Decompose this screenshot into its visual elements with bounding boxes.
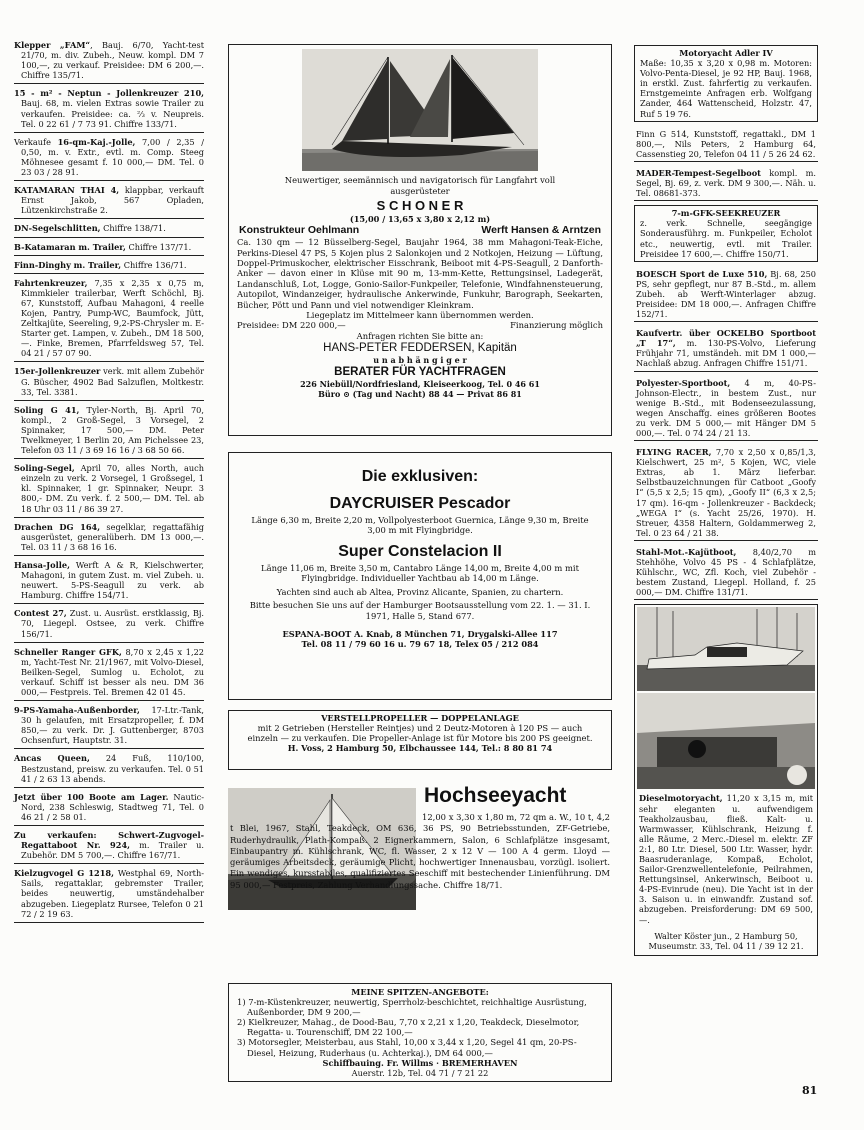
espana-model-constelacion-text: Länge 11,06 m, Breite 3,50 m, Cantabro Länge 14,00 m, Breite 4,00 m mit Flyingbridge. Individueller Yachtbau ab 14,00 m Länge.: [261, 563, 579, 584]
schoner-office: Büro ⊙ (Tag und Nacht) 88 44 — Privat 86 81: [318, 389, 522, 400]
spitzen-item-3: 3) Motorsegler, Meisterbau, aus Stahl, 10,00 x 3,44 x 1,20, Segel 41 qm, 20-PS-Diesel, Heizung, Ruderhaus (u. Achterkaj.), DM 64 000,—: [237, 1037, 577, 1058]
classified-ad: [14, 185, 204, 219]
flying-racer-ad: [634, 445, 818, 541]
classified-text: 17-Ltr.-Tank, 30 h gelaufen, mit Ersatzpropeller, f. DM 850,— zu verk. Dr. J. Guttenberger, 8703 Ochsenfurt, Hauptstr. 31.: [21, 705, 204, 746]
classified-title: Zu verkaufen: Schwert-Zugvogel-Regattaboot Nr. 924,: [14, 830, 204, 851]
classified-ad: [14, 242, 204, 256]
classified-title: Soling G 41,: [14, 404, 80, 415]
schoner-independent: u n a b h ä n g i g e r: [373, 355, 467, 366]
schoner-ad: [228, 44, 612, 436]
propeller-contact: H. Voss, 2 Hamburg 50, Elbchaussee 144, Tel.: 8 80 81 74: [287, 743, 553, 754]
classified-text: Chiffre 136/71.: [121, 259, 187, 270]
propeller-ad: [228, 710, 612, 770]
classified-ad: [14, 705, 204, 749]
spitzen-contact: Schiffbauing. Fr. Willms · BREMERHAVEN: [322, 1057, 518, 1068]
classified-title: DN-Segelschlitten,: [14, 223, 101, 234]
classified-ad: [14, 608, 204, 642]
classified-title: Schneller Ranger GFK,: [14, 646, 122, 657]
classified-ad: [14, 88, 204, 132]
espana-telephone: Tel. 08 11 / 79 60 16 u. 79 67 18, Telex 05 / 212 084: [301, 638, 539, 649]
ockelbo-text: m. 130-PS-Volvo, Lieferung Frühjahr 71, umständeh. mit DM 1 000,— Nachlaß abzug. Anfragen Chiffre 151/71.: [636, 338, 816, 369]
classified-title: 15 - m² - Neptun - Jollenkreuzer 210,: [14, 88, 204, 99]
classified-ad: [14, 405, 204, 459]
schoner-yard: Werft Hansen & Arntzen: [481, 224, 601, 237]
classified-text: Werft A & R, Kielschwerter, Mahagoni, in gutem Zust. m. viel Zubeh. u. neuwert. 5-PS-Seagull zu verk. ab Hamburg. Chiffre 154/71.: [21, 559, 204, 601]
schooner-photo: [302, 49, 538, 171]
classified-prefix: Verkaufe: [14, 136, 58, 147]
ockelbo-name: Kaufvertr. über OCKELBO Sportboot „T 17“,: [636, 328, 816, 349]
boesch-text: Bj. 68, 250 PS, sehr gepflegt, nur 87 B.-Std., m. allem Zubeh. ab Werft-Winterlager abzug. Preisidee: DM 18 000,—. Anfragen Chiffre 152/71.: [636, 268, 816, 320]
schoner-financing: Finanzierung möglich: [510, 320, 603, 331]
hochseeyacht-text: 12,00 x 3,30 x 1,80 m, 72 qm a. W., 10 t, 4,2 t Blei, 1967, Stahl, Teakdeck, OM 636, 36 PS, 90 Betriebsstunden, ZF-Getriebe, Ruderhydraulik, Plath-Kompaß. 2 Eignerkammern, Salon, 6 Schlafplätze insgesamt, Einbaupantry m. Kühlschrank, WC, fl. Wasser, 2 x 12 V — 100 A 4 germ. Lloyd — geräumiges Arbeitsdeck, geräumige Plicht, hochwertiger Innenausbau, vorzügl. isoliert. Ein wendiges, kursstabiles, qualifiziertes Seeschiff mit bestechender Linienführung. DM 95 000,— Festpreis, Zahlung Verhandlungssache. Chiffre 18/71.: [230, 812, 610, 890]
classified-ad: [14, 830, 204, 864]
polyester-name: Polyester-Sportboot,: [636, 377, 731, 388]
classified-text: Bauj. 68, m. vielen Extras sowie Trailer zu verkaufen. Preisidee: ca. ⅔ v. Neupreis. Tel. 0 22 61 / 7 73 91. Chiffre 133/71.: [21, 98, 204, 129]
schoner-caption: Neuwertiger, seemännisch und navigatorisch für Langfahrt voll ausgerüsteter: [284, 175, 556, 196]
dieselmotoryacht-text: [637, 789, 815, 924]
koster-contact: Walter Köster jun., 2 Hamburg 50, Museumstr. 33, Tel. 04 11 / 39 12 21.: [648, 930, 804, 951]
schoner-price: Preisidee: DM 220 000,—: [237, 320, 346, 331]
boesch-ad: [634, 267, 818, 322]
adler-ad: [634, 45, 818, 122]
classified-title: Soling-Segel,: [14, 463, 75, 474]
classified-ad: [14, 223, 204, 237]
classified-title: 16-qm-Kaj.-Jolle,: [57, 136, 136, 147]
schoner-contact-name: HANS-PETER FEDDERSEN, Kapitän: [323, 342, 517, 355]
finn-ad: Finn G 514, Kunststoff, regattakl., DM 1 800,—, Nils Peters, 2 Hamburg 64, Cassenstieg 20, Telefon 04 11 / 5 26 24 62.: [634, 127, 818, 162]
classified-ad: [14, 463, 204, 517]
adler-text: Maße: 10,35 x 3,20 x 0,98 m. Motoren: Volvo-Penta-Diesel, je 92 HP, Bauj. 1968, in erstkl. Zust. fahrfertig zu verkaufen. Ernstgemeinte Anfragen erb. Wolfgang Zander, 464 Wattenscheid, Holzstr. 47, Ruf 5 19 76.: [640, 58, 812, 119]
classified-ad: [14, 868, 204, 922]
classified-text: verk. mit allem Zubehör G. Büscher, 4902 Bad Salzuflen, Moltkestr. 33, Tel. 3381.: [21, 366, 204, 397]
stahl-text: 8,40/2,70 m Stehhöhe, Volvo 45 PS - 4 Schlafplätze, Kühlschr., WC, Zfl. Koch, viel Zubehör - bestem Zustand, Liegepl. Holland, f. 25 000,— DM. Chiffre 131/71.: [636, 546, 816, 598]
espana-boot-ad: [228, 452, 612, 700]
classified-title: 9-PS-Yamaha-Außenborder,: [14, 705, 140, 716]
classified-text: klappbar, verkauft Ernst Jakob, 567 Opladen, Lützenkirchstraße 2.: [21, 185, 204, 216]
classified-ad: [14, 522, 204, 556]
dieselmotoryacht-ad: [634, 604, 818, 955]
polyester-ad: [634, 376, 818, 442]
classified-title: Ancas Queen,: [14, 753, 90, 764]
stahl-kajuetboot-ad: [634, 545, 818, 600]
page-number: 81: [802, 1084, 818, 1097]
schoner-price-row: [237, 320, 603, 330]
mader-text: kompl. m. Segel, Bj. 69, z. verk. DM 9 300,—. Näh. u. Tel. 08681-373.: [636, 167, 816, 199]
flying-racer-name: FLYING RACER,: [636, 447, 712, 458]
spitzen-item-1: 1) 7-m-Küstenkreuzer, neuwertig, Sperrholz-beschichtet, reichhaltige Ausrüstung, Außenborder, DM 9 200,—: [237, 997, 587, 1018]
classified-title: Drachen DG 164,: [14, 521, 101, 532]
classified-text: Zust. u. Ausrüst. erstklassig, Bj. 70, Liegepl. Ostsee, zu verk. Chiffre 156/71.: [21, 608, 204, 639]
classified-text: 8,70 x 2,45 x 1,22 m, Yacht-Test Nr. 21/1967, mit Volvo-Diesel, Beilken-Segel, Sumlog u. Echolot, zu verkauf. Schiff ist besser als neu. DM 36 000,— Festpreis. Tel. Bremen 42 01 45.: [21, 646, 204, 697]
espana-address: ESPANA-BOOT A. Knab, 8 München 71, Drygalski-Allee 117: [282, 628, 558, 639]
espana-visit: Bitte besuchen Sie uns auf der Hamburger Bootsausstellung vom 22. 1. — 31. I. 1971, Halle 5, Stand 677.: [249, 600, 591, 621]
schoner-berth: Liegeplatz im Mittelmeer kann übernommen werden.: [306, 309, 534, 320]
seekreuzer-title: 7-m-GFK-SEEKREUZER: [671, 208, 781, 219]
espana-model-constelacion: Super Constelacion II: [338, 543, 502, 561]
classified-text: segelklar, regattafähig ausgerüstet, generalüberh. DM 13 000,—. Tel. 03 11 / 3 68 16 16.: [21, 521, 204, 552]
flying-racer-text: 7,70 x 2,50 x 0,85/1,3, Kielschwert, 25 m², 5 Kojen, WC, viele Extras, ab 1. März lieferbar. Selbstbauzeichnungen für Catboot „Goofy I“ (5,5 x 2,5; 15 qm), „Goofy II“ (6,3 x 2,5; 17 qm). 16-qm - Jollenkreuzer - Backdeck; „WEGA I“ (s. Yacht 25/26, 1970). H. Streuer, 4358 Haltern, Goldammerweg 2, Tel. 0 23 64 / 21 38.: [636, 447, 816, 538]
classified-title: Klepper „FAM“: [14, 40, 91, 50]
classified-title: Fahrtenkreuzer,: [14, 277, 88, 288]
motoryacht-photo-interior: [637, 693, 815, 789]
schoner-headline: S C H O N E R: [376, 198, 464, 213]
ockelbo-ad: [634, 326, 818, 371]
schoner-dimensions: (15,00 / 13,65 x 3,80 x 2,12 m): [349, 214, 491, 224]
classified-ad: [14, 792, 204, 826]
classified-text: Westphal 69, North-Sails, regattaklar, gebremster Trailer, beides neuwertig, umständehalber abzugeben. Liegeplatz Rursee, Telefon 0 21 72 / 2 19 63.: [21, 868, 205, 919]
polyester-text: 4 m, 40-PS-Johnson-Electr., in bestem Zust., nur wenige B.-Std., mit Bodenseezulassung, wegen Anschaffg. eines größeren Bootes zu verk. DM 5 000,— mit Hänger DM 5 000,—. Tel. 0 74 24 / 21 13.: [636, 377, 816, 438]
schoner-inquiry: Anfragen richten Sie bitte an:: [356, 331, 484, 342]
adler-title: Motoryacht Adler IV: [679, 48, 773, 58]
right-classifieds-column: [634, 45, 818, 956]
spitzen-address: Auerstr. 12b, Tel. 04 71 / 7 21 22: [351, 1067, 489, 1078]
propeller-text: mit 2 Getrieben (Hersteller Reintjes) und 2 Deutz-Motoren à 120 PS — auch einzeln — zu verkaufen. Die Propeller-Anlage ist für Motore bis 200 PS geeignet.: [247, 723, 593, 744]
espana-model-daycruiser: DAYCRUISER Pescador: [329, 495, 511, 512]
motoryacht-photo-exterior: [637, 607, 815, 691]
classified-ad: [14, 278, 204, 363]
classified-title: KATAMARAN THAI 4,: [14, 185, 120, 196]
mader-ad: [634, 166, 818, 201]
mader-name: MADER-Tempest-Segelboot: [636, 167, 761, 178]
dieselmotoryacht-body: 11,20 x 3,15 m, mit sehr eleganten u. aufwendigem Teakholzausbau, fließ. Kalt- u. Warmwasser, Kühlschrank, Heizung f. alle Räume, 2 Merc.-Diesel m. elektr. ZF 2:1, 80 Ltr. Diesel, 500 Ltr. Wasser, hydr. Baasruderanlage, Kompaß, Echolot, Sailor-Grenzwellentelefonie, Peilrahmen, Rettungsinsel, Ankerwinsch, Beiboot u. 4-PS-Evinrude (neu). Die Yacht ist in der 3. Saison u. in einwandfr. Zustand sof. abzugeben. Preisforderung: DM 69 500,—.: [639, 793, 813, 925]
classified-text: 7,00 / 2,35 / 0,50, m. v. Extr., evtl. m. Comp. Steeg Möhnesee gesamt f. 10 000,— DM. Tel. 0 23 03 / 28 91.: [21, 136, 205, 178]
espana-headline: Die exklusiven:: [361, 468, 479, 485]
left-classifieds-column: [14, 40, 204, 927]
schoner-address: 226 Niebüll/Nordfriesland, Kleiseerkoog, Tel. 0 46 61: [300, 379, 540, 390]
spitzen-title: MEINE SPITZEN-ANGEBOTE:: [351, 987, 489, 997]
classified-ad: [14, 560, 204, 604]
classified-ad: [14, 137, 204, 181]
classified-title: 15er-Jollenkreuzer: [14, 366, 101, 377]
classified-ad: [14, 40, 204, 84]
dieselmotoryacht-name: Dieselmotoryacht,: [639, 793, 723, 804]
classified-ad: [14, 260, 204, 274]
classified-text: Tyler-North, Bj. April 70, kompl., 2 Groß-Segel, 3 Vorsegel, 2 Spinnaker, 17 500,— DM. Peter Twelkmeyer, 1 Berlin 20, Am Pichelssee 23, Telefon 03 11 / 3 69 16 16 / 3 68 50 66.: [21, 404, 204, 456]
classified-ad: [14, 647, 204, 701]
spitzen-angebote-ad: [228, 983, 612, 1082]
espana-model-daycruiser-text: Länge 6,30 m, Breite 2,20 m, Vollpolyesterboot Guernica, Länge 9,30 m, Breite 3,00 m mit Flyingbridge.: [251, 515, 589, 536]
classified-text: , Bauj. 6/70, Yacht-test 21/70, m. div. Zubeh., Neuw. kompl. DM 7 100,—, zu verkauf. Preisidee: DM 6 200,—. Chiffre 135/71.: [21, 40, 204, 81]
classified-title: Finn-Dinghy m. Trailer,: [14, 259, 122, 270]
classified-ad: [14, 753, 204, 787]
schoner-advisor: BERATER FÜR YACHTFRAGEN: [334, 366, 506, 379]
schoner-designer: Konstrukteur Oehlmann: [239, 224, 360, 237]
classified-ad: [14, 366, 204, 400]
classified-title: B-Katamaran m. Trailer,: [14, 241, 126, 252]
classified-text: m. Trailer u. Zubehör. DM 5 700,—. Chiffre 167/71.: [21, 840, 204, 861]
classified-text: Chiffre 137/71.: [125, 241, 192, 252]
schoner-description: Ca. 130 qm — 12 Büsselberg-Segel, Baujahr 1964, 38 mm Mahagoni-Teak-Eiche, Perkins-Diesel 47 PS, 5 Kojen plus 2 Salonkojen und 2 Notkojen, Heizung — Lüftung, Doppel-Primuskocher, elektrischer Eisschrank, Beiboot mit 4-PS-Seagull, 2 Danforth-Anker — davon einer in Klüse mit 90 m, 13-mm-Kette, Rettungsinsel, Ladegerät, Landanschluß, Lot, Logge, Gonio-Sailor-Funkpeiler, Telefonie, Windfahnensteuerung, Autopilot, Windanzeiger, hydraulische Ankerwinde, Funkuhr, Barograph, Seekarten, Bücher, Pött und Pann und viel notwendiger Kleinkram.: [237, 237, 603, 310]
propeller-title: VERSTELLPROPELLER — DOPPELANLAGE: [321, 713, 519, 723]
espana-charter: Yachten sind auch ab Altea, Provinz Alicante, Spanien, zu chartern.: [276, 587, 564, 598]
classified-title: Hansa-Jolle,: [14, 559, 70, 570]
hochseeyacht-title: Hochseeyacht: [424, 784, 567, 807]
classified-title: Jetzt über 100 Boote am Lager.: [14, 791, 169, 802]
classified-title: Kielzugvogel G 1218,: [14, 868, 114, 879]
classified-text: Nautic-Nord, 238 Schleswig, Stadtweg 71, Tel. 0 46 21 / 2 58 01.: [21, 791, 204, 822]
spitzen-item-2: 2) Kielkreuzer, Mahag., de Dood-Bau, 7,70 x 2,21 x 1,20, Teakdeck, Dieselmotor, Regatta- u. Tourenschiff, DM 22 100,—: [237, 1017, 580, 1038]
classified-text: 7,35 x 2,35 x 0,75 m, Kimmkieler trailerbar, Werft Schöchl, Bj. 67, Kunststoff, Aufbau Mahagoni, 4 reelle Kojen, Pantry, Pump-WC, Baumfock, Jütt, Zeltkajüte, Seereling, 9,2-PS-Chrysler m. E-Starter get. Lampen, v. Zubeh., DM 18 500,—. Finke, Bremen, Pfarrfeldsweg 57, Tel. 04 21 / 57 07 90.: [21, 277, 204, 359]
stahl-name: Stahl-Mot.-Kajütboot,: [636, 546, 737, 557]
classified-text: April 70, alles North, auch einzeln zu verk. 2 Vorsegel, 1 Großsegel, 1 kl. Spinnaker, 1 gr. Spinnaker, Neupr. 3 800,- DM. Zu verk. f. 2 500,— DM. Tel. ab 18 Uhr 03 11 / 86 39 27.: [21, 463, 204, 514]
classified-title: Contest 27,: [14, 608, 67, 619]
classified-text: 24 Fuß, 110/100, Bestzustand, preisw. zu verkaufen. Tel. 0 51 41 / 2 63 13 abends.: [21, 753, 204, 784]
seekreuzer-ad: [634, 205, 818, 261]
boesch-name: BOESCH Sport de Luxe 510,: [636, 268, 768, 279]
schoner-builders: [237, 224, 603, 237]
classified-text: Chiffre 138/71.: [100, 223, 166, 234]
seekreuzer-text: z. verk. Schnelle, seegängige Sonderausführg. m. Funkpeiler, Echolot etc., neuwertig, evtl. mit Trailer. Preisidee 17 600,—. Chiffre 150/71.: [640, 218, 812, 259]
